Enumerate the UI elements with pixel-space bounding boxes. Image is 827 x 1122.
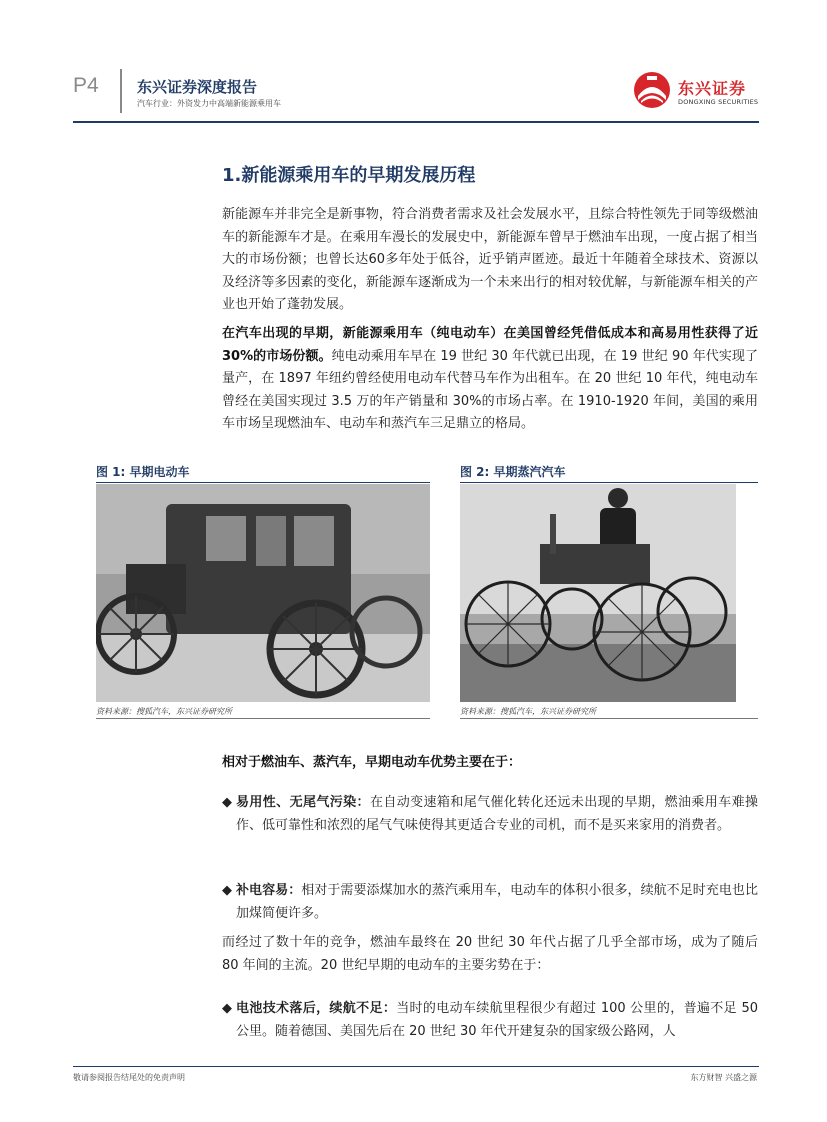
figure-1-source-rule	[96, 718, 430, 719]
disadvantage-item-body: 当时的电动车续航里程很少有超过 100 公里的，普遍不足 50 公里。随着德国、美国先后在 20 世纪 30 年代开建复杂的国家级公路网，人	[236, 1001, 758, 1039]
early-electric-car-photo	[96, 484, 430, 702]
bullet-diamond-icon: ◆	[222, 795, 232, 810]
advantage-item-title: 补电容易：	[236, 883, 302, 898]
advantage-item-charging-text	[236, 880, 758, 925]
advantage-item-title: 易用性、无尾气污染：	[236, 795, 370, 810]
figure-1-label: 图 1: 早期电动车	[96, 465, 190, 479]
footer-rule	[73, 1066, 759, 1067]
figure-1-source: 资料来源：搜狐汽车，东兴证券研究所	[96, 707, 232, 716]
advantage-item-body: 相对于需要添煤加水的蒸汽乘用车，电动车的体积小很多，续航不足时充电也比加煤简便许多。	[236, 883, 758, 921]
paragraph-intro: 新能源车并非完全是新事物，符合消费者需求及社会发展水平，且综合特性领先于同等级燃油车的新能源车才是。在乘用车漫长的发展史中，新能源车曾早于燃油车出现，一度占据了相当大的市场份额；也曾长达60多年处于低谷，近乎销声匿迹。最近十年随着全球技术、资源以及经济等多因素的变化，新能源车逐渐成为一个未来出行的相对较优解，与新能源车相关的产业也开始了蓬勃发展。	[222, 207, 758, 313]
disadvantage-item-title: 电池技术落后，续航不足：	[236, 1001, 397, 1016]
paragraph-early-ev	[222, 323, 758, 436]
advantage-item-charging	[222, 880, 758, 925]
advantage-item-body: 在自动变速箱和尾气催化转化还远未出现的早期，燃油乘用车难操作、低可靠性和浓烈的尾气气味使得其更适合专业的司机，而不是买来家用的消费者。	[236, 795, 758, 833]
footer-slogan: 东方财智 兴盛之源	[690, 1073, 757, 1082]
logo-cn: 东兴证券	[678, 79, 747, 98]
header-rule	[73, 121, 759, 123]
bullet-diamond-icon: ◆	[222, 883, 232, 898]
advantages-lead: 相对于燃油车、蒸汽车，早期电动车优势主要在于：	[222, 755, 522, 770]
footer-disclaimer: 敬请参阅报告结尾处的免责声明	[73, 1073, 185, 1082]
figure-1-rule	[96, 482, 430, 483]
early-steam-car-photo	[460, 484, 736, 702]
report-subtitle: 汽车行业：外资发力中高端新能源乘用车	[137, 99, 281, 108]
disadvantage-item-battery-text	[236, 998, 758, 1043]
advantage-item-usability-text	[236, 792, 758, 837]
header-divider	[120, 69, 122, 113]
page-number: P4	[73, 74, 99, 97]
figure-2-source: 资料来源：搜狐汽车，东兴证券研究所	[460, 707, 596, 716]
disadvantage-item-battery	[222, 998, 758, 1043]
bullet-diamond-icon: ◆	[222, 1001, 232, 1016]
section-title: 1.新能源乘用车的早期发展历程	[222, 165, 476, 186]
report-title: 东兴证券深度报告	[137, 78, 258, 96]
figure-2-rule	[460, 482, 758, 483]
paragraph-early-ev-body: 纯电动乘用车早在 19 世纪 30 年代就已出现，在 19 世纪 90 年代实现了量产，在 1897 年纽约曾经使用电动车代替马车作为出租车。在 20 世纪 10 年代，纯电动车曾经在美国实现过 3.5 万的年产销量和 30%的市场占率。在 1910-1920 年间，美国的乘用车市场呈现燃油车、电动车和蒸汽车三足鼎立的格局。	[222, 348, 758, 432]
figure-2-source-rule	[460, 718, 758, 719]
logo-en: DONGXING SECURITIES	[678, 98, 759, 106]
figure-2-label: 图 2: 早期蒸汽汽车	[460, 465, 566, 479]
advantage-item-usability	[222, 792, 758, 837]
paragraph-disadvantages-intro: 而经过了数十年的竞争，燃油车最终在 20 世纪 30 年代占据了几乎全部市场，成为了随后 80 年间的主流。20 世纪早期的电动车的主要劣势在于：	[222, 935, 758, 973]
paragraph-early-ev-bold: 在汽车出现的早期，新能源乘用车（纯电动车）在美国曾经凭借低成本和高易用性获得了近 30%的市场份额。	[222, 326, 758, 364]
